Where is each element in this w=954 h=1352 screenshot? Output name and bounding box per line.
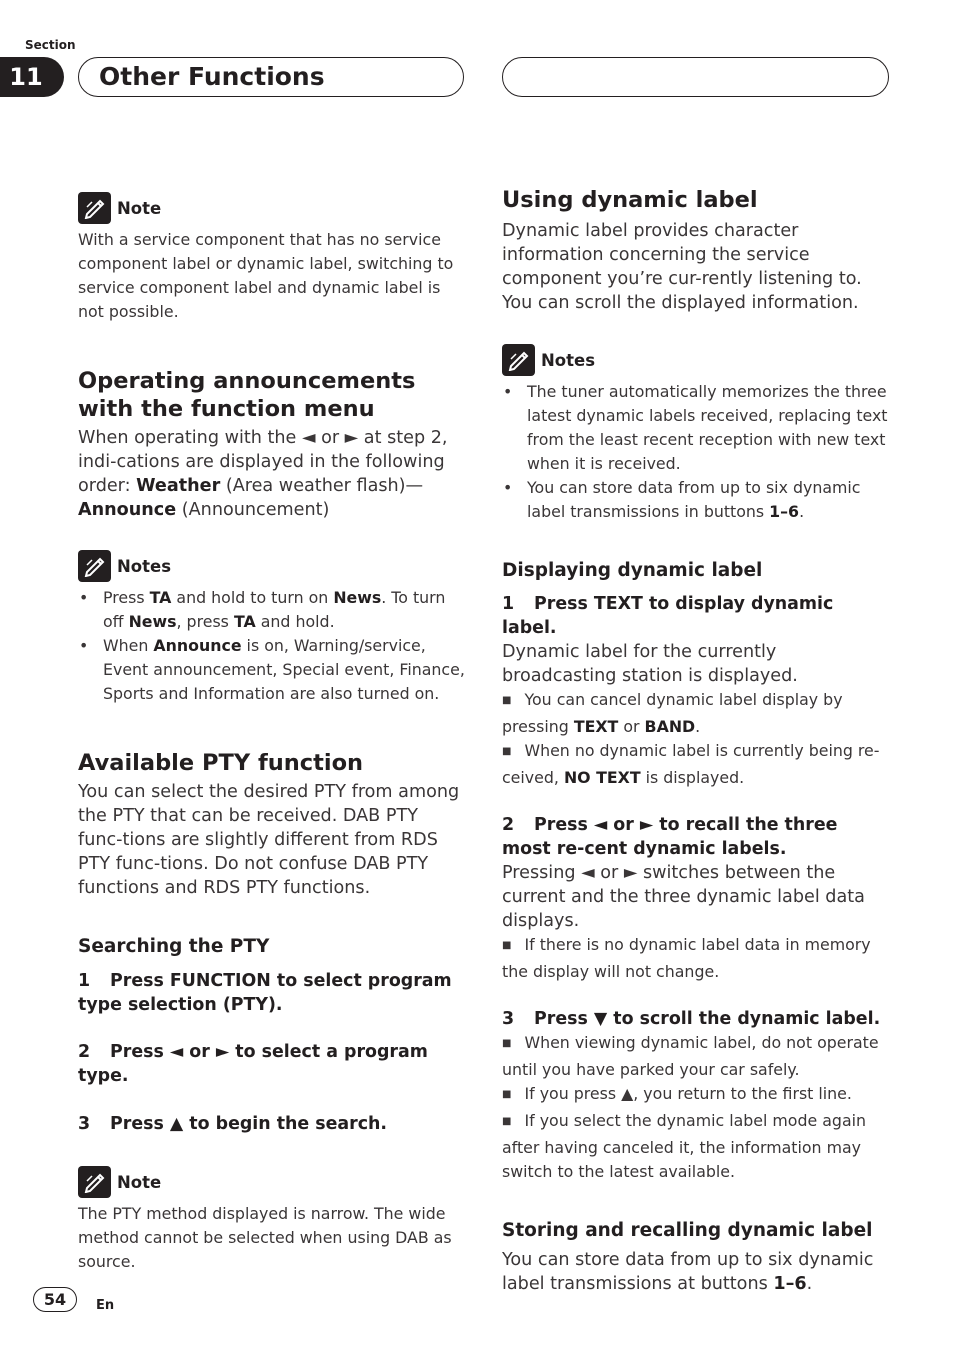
step-1-note-2: ■ When no dynamic label is currently being re-ceived, NO TEXT is displayed. [502, 739, 890, 790]
pty-paragraph: You can select the desired PTY from among the PTY that can be received. DAB PTY func-tions are slightly different from RDS PTY func-tions. Do not confuse DAB PTY functions and RDS PTY functions. [78, 782, 460, 898]
dynamic-label-paragraph: Dynamic label provides character information concerning the service component you’re cur-rently listening to. You can scroll the displayed information. [502, 221, 862, 313]
note-text: The PTY method displayed is narrow. The wide method cannot be selected when using DAB as source. [78, 1204, 452, 1271]
step-2: 2 Press ◄ or ► to select a program type. [78, 1042, 428, 1086]
note-text: With a service component that has no service component label or dynamic label, switching to service component label and dynamic label is not possible. [78, 230, 454, 321]
pencil-note-icon [78, 1166, 111, 1198]
step-2: 2 Press ◄ or ► to recall the three most re-cent dynamic labels. [502, 815, 838, 859]
step-3: 3 Press ▼ to scroll the dynamic label. [502, 1009, 881, 1029]
storing-paragraph: You can store data from up to six dynamic label transmissions at buttons 1–6. [502, 1250, 874, 1294]
section-heading-dynamic-label: Using dynamic label [502, 187, 758, 213]
step-2-text: Pressing ◄ or ► switches between the current and the three dynamic label data displays. [502, 863, 865, 931]
section-number-tab: 11 [0, 57, 64, 97]
note-header [78, 192, 466, 224]
section-label: Section [25, 38, 76, 52]
list-item: • Press TA and hold to turn on News. To turn off News, press TA and hold. [78, 586, 466, 634]
step-3-note-1: ■ When viewing dynamic label, do not operate until you have parked your car safely. [502, 1031, 890, 1082]
list-item: • You can store data from up to six dynamic label transmissions in buttons 1–6. [502, 476, 890, 524]
notes-header [502, 344, 890, 376]
list-item: • The tuner automatically memorizes the three latest dynamic labels received, replacing text from the least recent reception with new text when it is received. [502, 380, 890, 476]
pencil-note-icon [502, 344, 535, 376]
notes-label: Notes [541, 350, 596, 370]
header-blank-box [502, 57, 889, 97]
note-header [78, 1166, 466, 1198]
note-label: Note [117, 1172, 162, 1192]
notes-list [78, 586, 466, 706]
step-1: 1 Press TEXT to display dynamic label. [502, 594, 834, 638]
section-heading-pty: Available PTY function [78, 750, 364, 776]
announcements-paragraph: When operating with the ◄ or ► at step 2, indi-cations are displayed in the following order: Weather (Area weather flash)—Announce (Announcement) [78, 428, 448, 520]
note-label: Note [117, 198, 162, 218]
step-1-text: Dynamic label for the currently broadcasting station is displayed. [502, 642, 798, 686]
step-1: 1 Press FUNCTION to select program type selection (PTY). [78, 971, 452, 1015]
pencil-note-icon [78, 550, 111, 582]
left-column [78, 192, 466, 1274]
step-3-note-2: ■ If you press ▲, you return to the first line. [502, 1082, 890, 1109]
subheading-storing: Storing and recalling dynamic label [502, 1220, 873, 1241]
page-title: Other Functions [78, 57, 464, 97]
list-item: • When Announce is on, Warning/service, Event announcement, Special event, Finance, Sports and Information are also turned on. [78, 634, 466, 706]
section-heading-announcements: Operating announcements with the function menu [78, 368, 416, 422]
subheading-searching: Searching the PTY [78, 936, 270, 957]
notes-header [78, 550, 466, 582]
notes-list [502, 380, 890, 524]
step-3-note-3: ■ If you select the dynamic label mode again after having canceled it, the information may switch to the latest available. [502, 1109, 890, 1184]
language-code: En [96, 1298, 115, 1313]
notes-label: Notes [117, 556, 172, 576]
page-number: 54 [33, 1287, 77, 1312]
subheading-displaying: Displaying dynamic label [502, 560, 763, 581]
pencil-note-icon [78, 192, 111, 224]
step-3: 3 Press ▲ to begin the search. [78, 1114, 388, 1134]
right-column [502, 186, 890, 1296]
step-2-note: ■ If there is no dynamic label data in memory the display will not change. [502, 933, 890, 984]
step-1-note-1: ■ You can cancel dynamic label display by pressing TEXT or BAND. [502, 688, 890, 739]
